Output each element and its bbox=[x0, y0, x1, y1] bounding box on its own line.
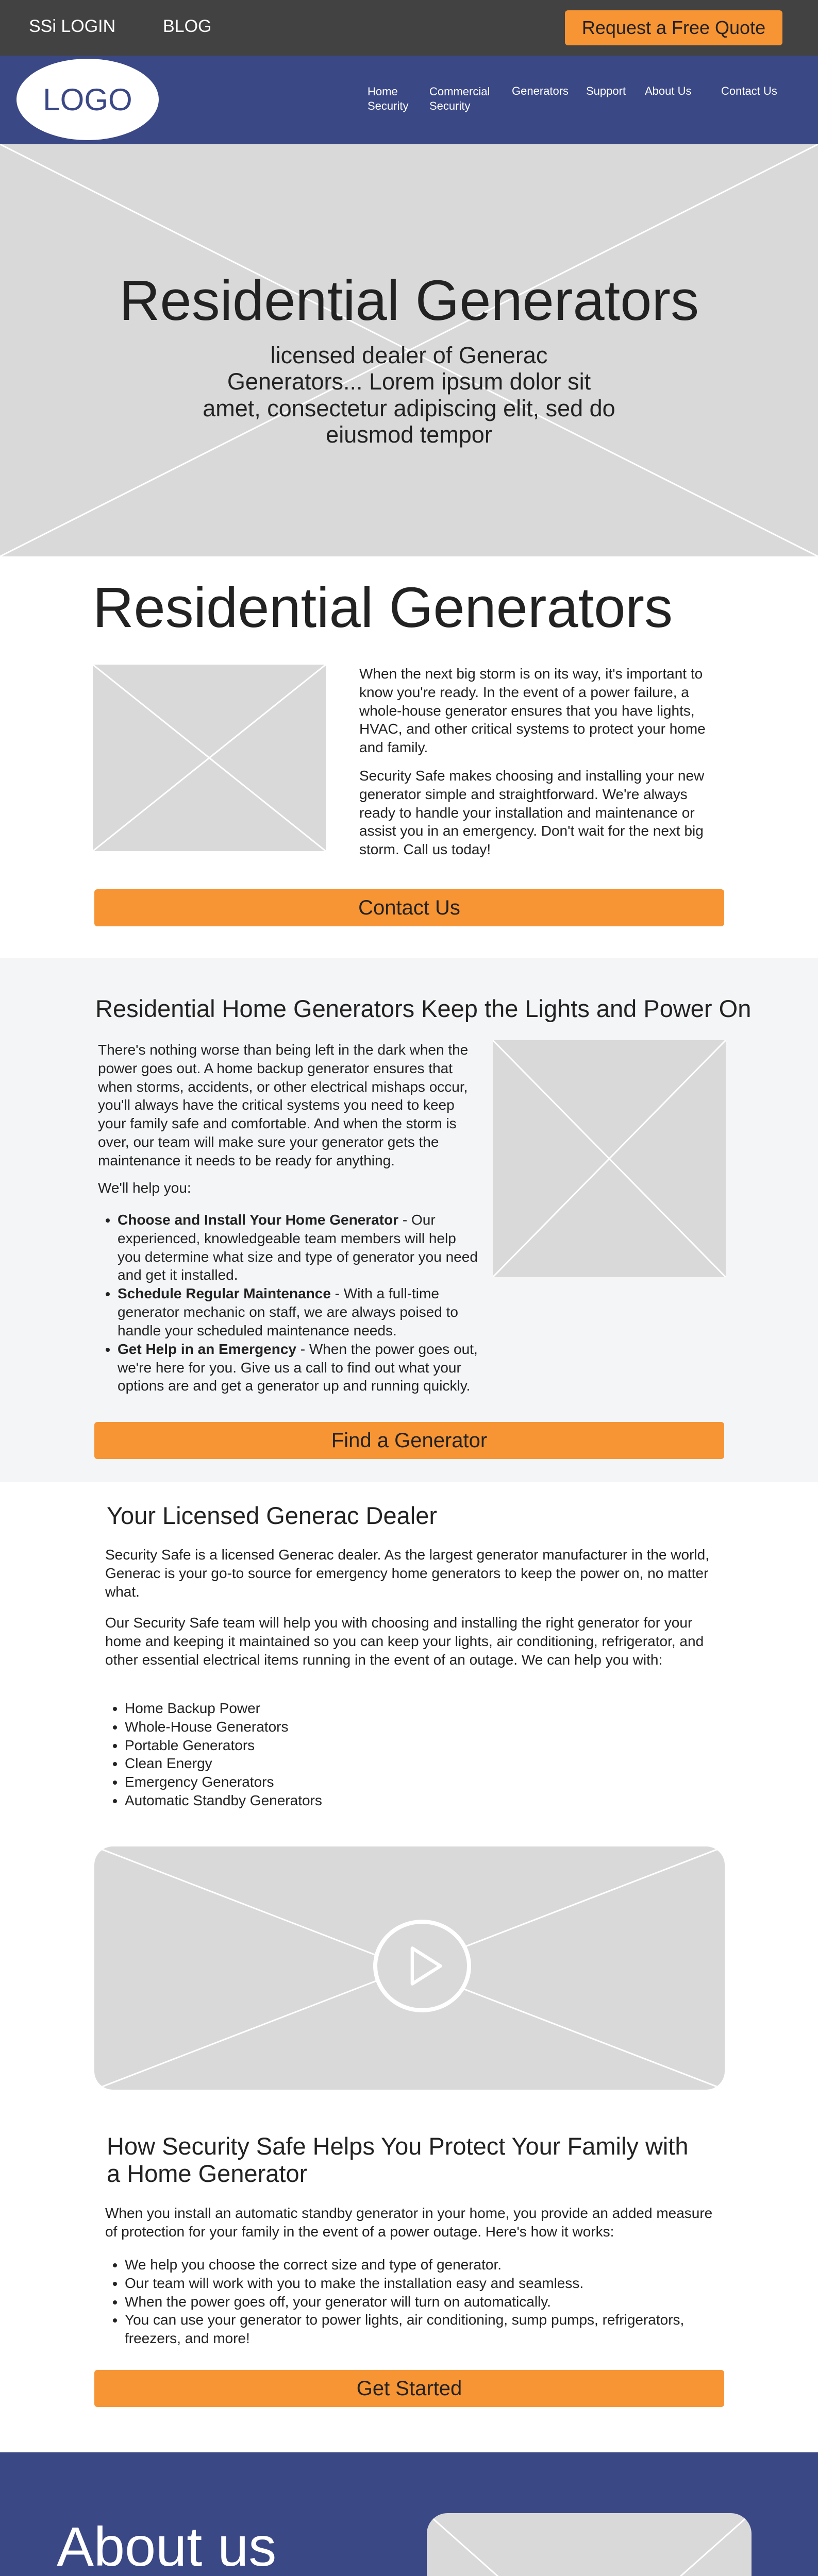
lights-help-list bbox=[98, 1211, 479, 1395]
hero-subtitle: licensed dealer of Generac Generators... Lorem ipsum dolor sit amet, consectetur adipiscing elit, sed do eiusmod tempor bbox=[203, 342, 615, 448]
nav-contact-us[interactable]: Contact Us bbox=[721, 84, 777, 97]
list-item-text: - When the power goes out, we're here for you. Give us a call to find out what your options are and get a generator up and running quickly. bbox=[118, 1341, 478, 1394]
list-item: • We help you choose the correct size and type of generator. bbox=[125, 2256, 698, 2274]
top-bar bbox=[0, 0, 818, 56]
lights-section bbox=[0, 958, 818, 1482]
about-title: About us bbox=[57, 2515, 277, 2576]
dealer-title: Your Licensed Generac Dealer bbox=[107, 1502, 437, 1529]
list-item: • You can use your generator to power lights, air conditioning, sump pumps, refrigerators, freezers, and more! bbox=[125, 2311, 698, 2348]
list-item: • When the power goes off, your generator will turn on automatically. bbox=[125, 2293, 698, 2311]
intro-paragraph-1: When the next big storm is on its way, it's important to know you're ready. In the event of a power failure, a whole-house generator ensures that you have lights, HVAC, and other critical systems to protect your home and family. bbox=[359, 666, 706, 756]
list-item-bold: Schedule Regular Maintenance bbox=[118, 1285, 331, 1302]
lights-paragraph-2: We'll help you: bbox=[98, 1180, 191, 1196]
list-item: • Home Backup Power bbox=[125, 1699, 719, 1718]
list-item-bold: Get Help in an Emergency bbox=[118, 1341, 296, 1357]
protect-title: How Security Safe Helps You Protect Your Family with a Home Generator bbox=[107, 2132, 689, 2187]
about-image bbox=[427, 2513, 752, 2576]
logo[interactable] bbox=[16, 59, 159, 140]
video-player[interactable] bbox=[94, 1846, 725, 2090]
about-section bbox=[0, 2450, 818, 2576]
list-item: • Our team will work with you to make the installation easy and seamless. bbox=[125, 2274, 698, 2293]
request-quote-button[interactable]: Request a Free Quote bbox=[565, 10, 782, 45]
intro-paragraph-2: Security Safe makes choosing and installing your new generator simple and straightforward. We're always ready to handle your installation and maintenance or assist you in an emergency. Don't wait for the next big storm. Call us today! bbox=[359, 768, 705, 858]
get-started-button[interactable]: Get Started bbox=[94, 2370, 724, 2407]
list-item bbox=[118, 1284, 479, 1340]
list-item: • Automatic Standby Generators bbox=[125, 1791, 719, 1810]
blog-link[interactable]: BLOG bbox=[163, 16, 212, 36]
dealer-services-list bbox=[105, 1699, 719, 1810]
play-icon[interactable] bbox=[373, 1920, 471, 2012]
list-item-bold: Choose and Install Your Home Generator bbox=[118, 1212, 399, 1228]
list-item bbox=[118, 1340, 479, 1395]
hero-title: Residential Generators bbox=[119, 269, 699, 332]
protect-steps-list bbox=[105, 2256, 698, 2348]
list-item: • Whole-House Generators bbox=[125, 1718, 719, 1736]
logo-text: LOGO bbox=[43, 82, 132, 117]
list-item: • Portable Generators bbox=[125, 1736, 719, 1755]
main-header bbox=[0, 56, 818, 144]
dealer-paragraph-1: Security Safe is a licensed Generac dealer. As the largest generator manufacturer in the world, Generac is your go-to source for emergency home generators to keep the power on, no matter what. bbox=[105, 1547, 709, 1600]
nav-support[interactable]: Support bbox=[586, 84, 626, 97]
nav-generators[interactable]: Generators bbox=[512, 84, 569, 97]
lights-image bbox=[491, 1039, 727, 1279]
nav-home-security[interactable]: Home Security bbox=[368, 85, 409, 112]
list-item: • Clean Energy bbox=[125, 1754, 719, 1773]
list-item-text: - Our experienced, knowledgeable team members will help you determine what size and type of generator you need and get it installed. bbox=[118, 1212, 478, 1283]
intro-image bbox=[93, 665, 326, 851]
contact-us-button[interactable]: Contact Us bbox=[94, 889, 724, 926]
list-item bbox=[118, 1211, 479, 1284]
list-item: • Emergency Generators bbox=[125, 1773, 719, 1791]
list-item-text: - With a full-time generator mechanic on staff, we are always poised to handle your scheduled maintenance needs. bbox=[118, 1285, 458, 1338]
ssi-login-link[interactable]: SSi LOGIN bbox=[29, 16, 116, 36]
nav-about-us[interactable]: About Us bbox=[645, 84, 692, 97]
dealer-paragraph-2: Our Security Safe team will help you with choosing and installing the right generator for your home and keeping it maintained so you can keep your lights, air conditioning, refrigerator, and other essential electrical items running in the event of an outage. We can help you with: bbox=[105, 1615, 704, 1668]
protect-paragraph: When you install an automatic standby generator in your home, you provide an added measure of protection for your family in the event of a power outage. Here's how it works: bbox=[105, 2205, 713, 2240]
hero-banner bbox=[0, 144, 818, 556]
lights-paragraph-1: There's nothing worse than being left in the dark when the power goes out. A home backup generator ensures that when storms, accidents, or other electrical mishaps occur, you'll always have the critical systems you need to keep your family safe and comfortable. And when the storm is over, our team will make sure your generator gets the maintenance it needs to be ready for anything. bbox=[98, 1042, 469, 1168]
lights-title: Residential Home Generators Keep the Lights and Power On bbox=[95, 995, 752, 1022]
intro-title: Residential Generators bbox=[93, 576, 673, 639]
find-generator-button[interactable]: Find a Generator bbox=[94, 1422, 724, 1459]
nav-commercial-security[interactable]: Commercial Security bbox=[429, 85, 490, 112]
